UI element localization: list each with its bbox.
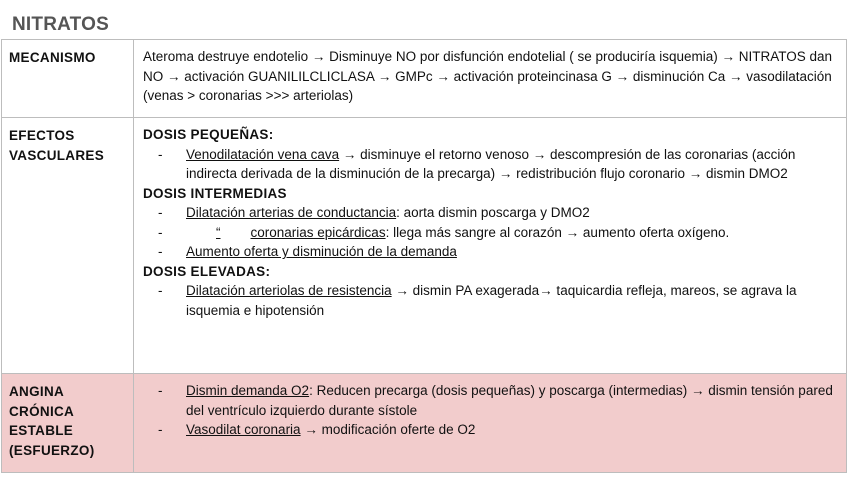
list-item [143,145,838,184]
item-text: → dismin PA exagerada→ taquicardia refleja, mareos, se agrava la isquemia e hipotensión [186,283,797,318]
section-heading-dosis-pequenas: DOSIS PEQUEÑAS: [143,127,274,142]
item-text: : Reducen precarga (dosis pequeñas) y poscarga (intermedias) → dismin tensión pared del ventrículo izquierdo durante sístole [186,383,833,418]
row-angina-cronica [2,374,847,473]
row-mecanismo [2,40,847,118]
row-efectos-vasculares [2,118,847,374]
label-line: VASCULARES [9,147,105,163]
label-line: ESTABLE [9,423,74,438]
mecanismo-text: Ateroma destruye endotelio → Disminuye NO por disfunción endotelial ( se produciría isquemia) → NITRATOS dan NO → activación GUANILILCLICLASA → GMPc → activación proteincinasa G → disminución Ca → vasodilatación (venas > coronarias >>> arteriolas) [134,40,847,118]
underlined-term [186,225,386,240]
item-text: → disminuye el retorno venoso → descompresión de las coronarias (acción indirecta derivada de la disminución de la precarga) → redistribución flujo coronario → dismin DMO2 [186,146,796,181]
page-title: NITRATOS [12,14,109,35]
row-label-efectos [2,118,134,374]
underlined-term-text: coronarias epicárdicas [250,224,386,240]
nitratos-table [1,39,847,473]
underlined-term: Dilatación arterias de conductancia [186,205,397,220]
section-heading-dosis-intermedias: DOSIS INTERMEDIAS [143,185,287,201]
list-item [143,242,838,262]
underlined-term: Vasodilat coronaria [186,422,301,437]
section-heading-dosis-elevadas: DOSIS ELEVADAS: [143,263,271,279]
label-line: EFECTOS [9,128,75,143]
item-text: → modificación oferte de O2 [300,422,476,437]
underlined-term: Dismin demanda O2 [186,383,310,398]
ditto-mark: “ [216,224,221,240]
dash-bullet: - [158,283,163,298]
dash-bullet: - [158,244,163,259]
row-label-angina [2,374,134,473]
label-line: (ESFUERZO) [9,442,95,458]
underlined-term: Venodilatación vena cava [186,146,340,162]
label-line: ANGINA [9,384,65,399]
list-item [143,203,838,223]
dash-bullet: - [158,422,163,437]
label-line: CRÓNICA [9,403,75,419]
angina-content [134,374,847,473]
list-item [143,281,838,320]
row-label-mecanismo: MECANISMO [2,40,134,118]
dash-bullet: - [158,224,163,240]
dash-bullet: - [158,146,163,162]
efectos-content [134,118,847,374]
dash-bullet: - [158,383,163,398]
list-item [143,381,838,420]
item-text: : llega más sangre al corazón → aumento oferta oxígeno. [385,224,730,240]
item-text: : aorta dismin poscarga y DMO2 [396,205,590,220]
list-item [143,420,838,440]
underlined-term: Dilatación arteriolas de resistencia [186,283,392,298]
dash-bullet: - [158,205,163,220]
underlined-term: Aumento oferta y disminución de la demanda [186,244,457,259]
list-item [143,223,838,243]
